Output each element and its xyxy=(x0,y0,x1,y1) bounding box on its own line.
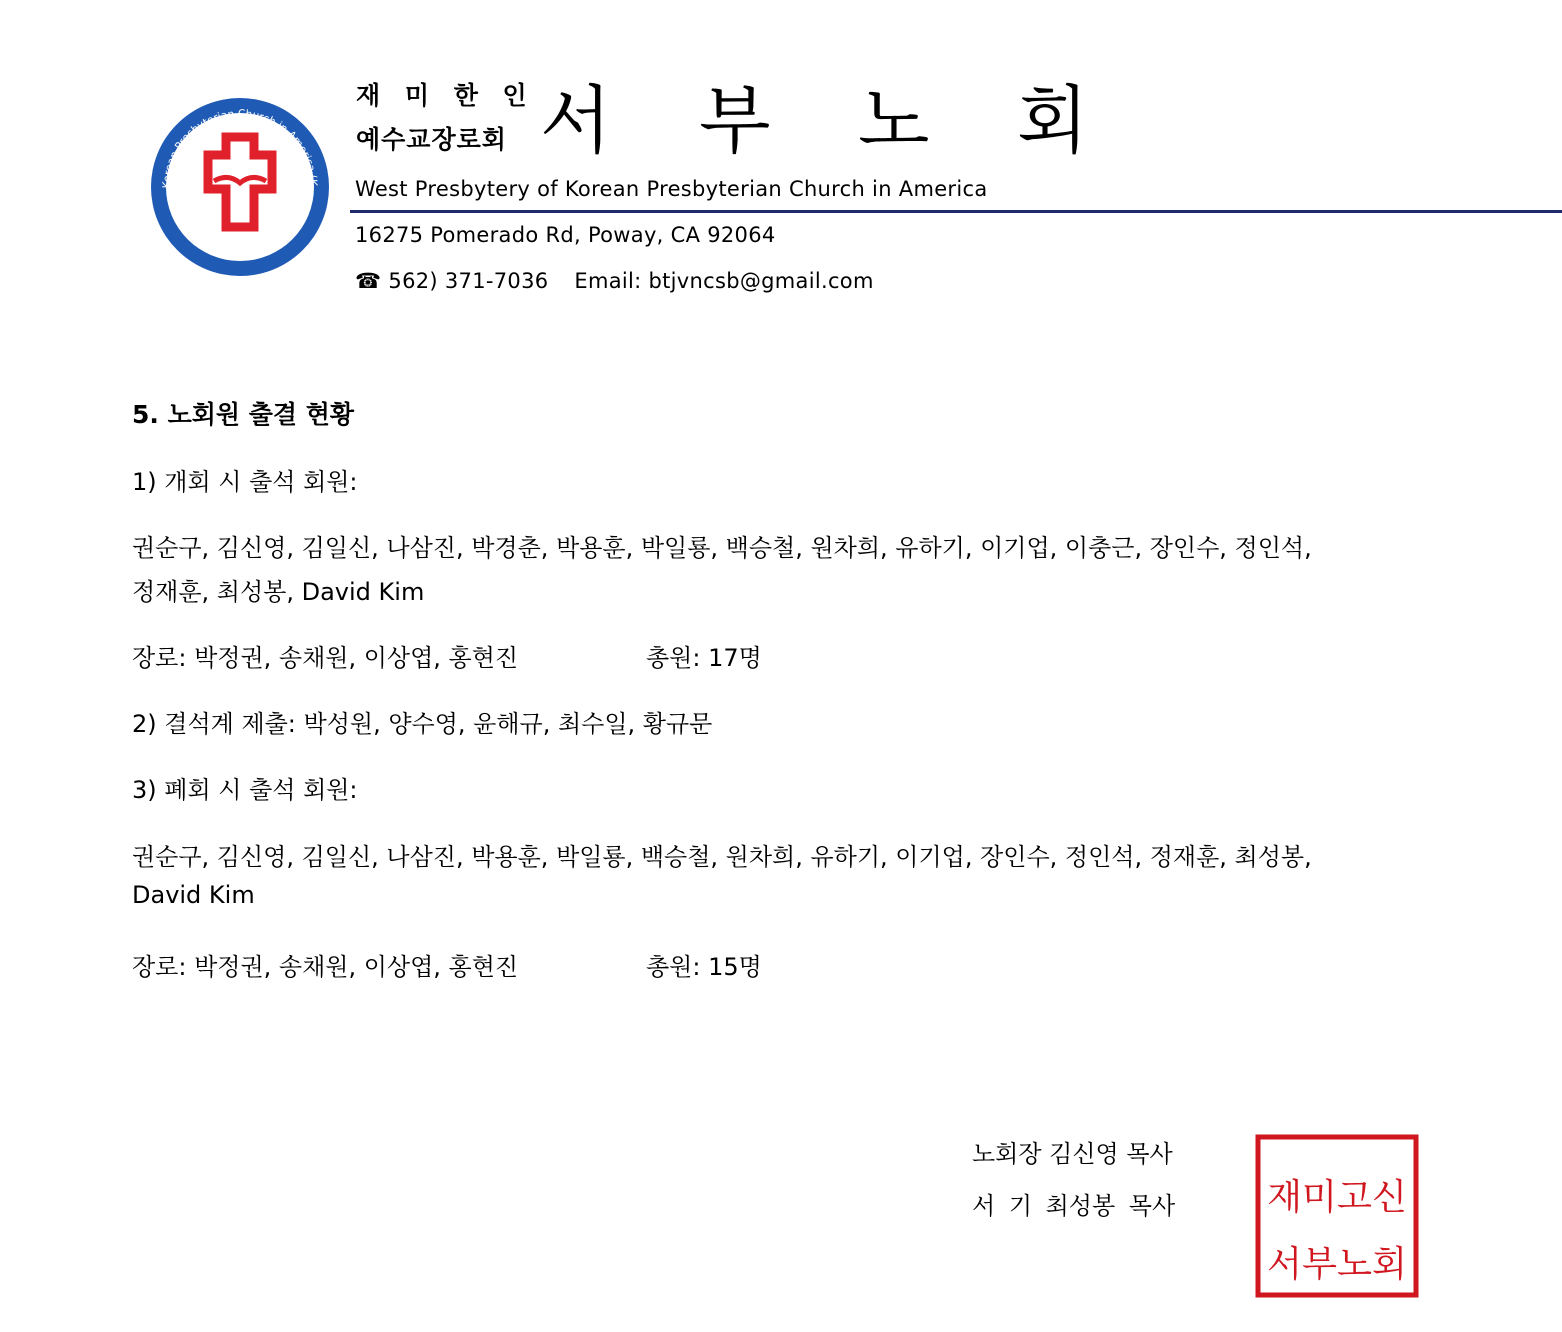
clerk-signature: 서 기 최성봉 목사 xyxy=(972,1192,1176,1220)
closing-attendance-label: 3) 폐회 시 출석 회원: xyxy=(132,776,358,804)
presbytery-seal xyxy=(1255,1134,1419,1298)
opening-attendance-names-cont: 정재훈, 최성봉, David Kim xyxy=(132,578,425,606)
opening-elders: 장로: 박정권, 송채원, 이상엽, 홍현진 xyxy=(132,644,519,672)
closing-elders: 장로: 박정권, 송채원, 이상엽, 홍현진 xyxy=(132,953,519,981)
phone: ☎ 562) 371-7036 xyxy=(355,269,549,293)
absence-notice: 2) 결석계 제출: 박성원, 양수영, 윤해규, 최수일, 황규문 xyxy=(132,710,713,738)
header-divider xyxy=(350,210,1562,213)
seal-text-top: 재미고신 xyxy=(1267,1177,1407,1218)
org-name-line2: 예수교장로회 xyxy=(356,125,507,154)
logo-ring-text-top: Korean Presbyterian Church in America (K xyxy=(160,107,320,189)
opening-total: 총원: 17명 xyxy=(646,644,762,672)
address: 16275 Pomerado Rd, Poway, CA 92064 xyxy=(355,223,776,247)
closing-total: 총원: 15명 xyxy=(646,953,762,981)
org-name-line1: 재 미 한 인 xyxy=(356,81,528,110)
moderator-signature: 노회장 김신영 목사 xyxy=(972,1140,1173,1168)
presbytery-logo xyxy=(148,95,332,279)
opening-attendance-label: 1) 개회 시 출석 회원: xyxy=(132,468,358,496)
english-name: West Presbytery of Korean Presbyterian Church in America xyxy=(355,177,988,201)
logo-ring-text-bottom: 재미 한인예수교장로회 (고신) xyxy=(179,210,300,255)
presbytery-title: 서 부 노 회 xyxy=(540,78,1091,164)
closing-attendance-names-cont: David Kim xyxy=(132,881,255,909)
section-heading: 5. 노회원 출결 현황 xyxy=(132,400,355,429)
email: Email: btjvncsb@gmail.com xyxy=(574,269,874,293)
seal-text-bottom: 서부노회 xyxy=(1267,1244,1407,1285)
closing-attendance-names: 권순구, 김신영, 김일신, 나삼진, 박용훈, 박일룡, 백승철, 원차희, 유하기, 이기업, 장인수, 정인석, 정재훈, 최성봉, xyxy=(132,843,1312,871)
opening-attendance-names: 권순구, 김신영, 김일신, 나삼진, 박경춘, 박용훈, 박일룡, 백승철, 원차희, 유하기, 이기업, 이충근, 장인수, 정인석, xyxy=(132,534,1312,562)
contact-line xyxy=(355,269,874,293)
